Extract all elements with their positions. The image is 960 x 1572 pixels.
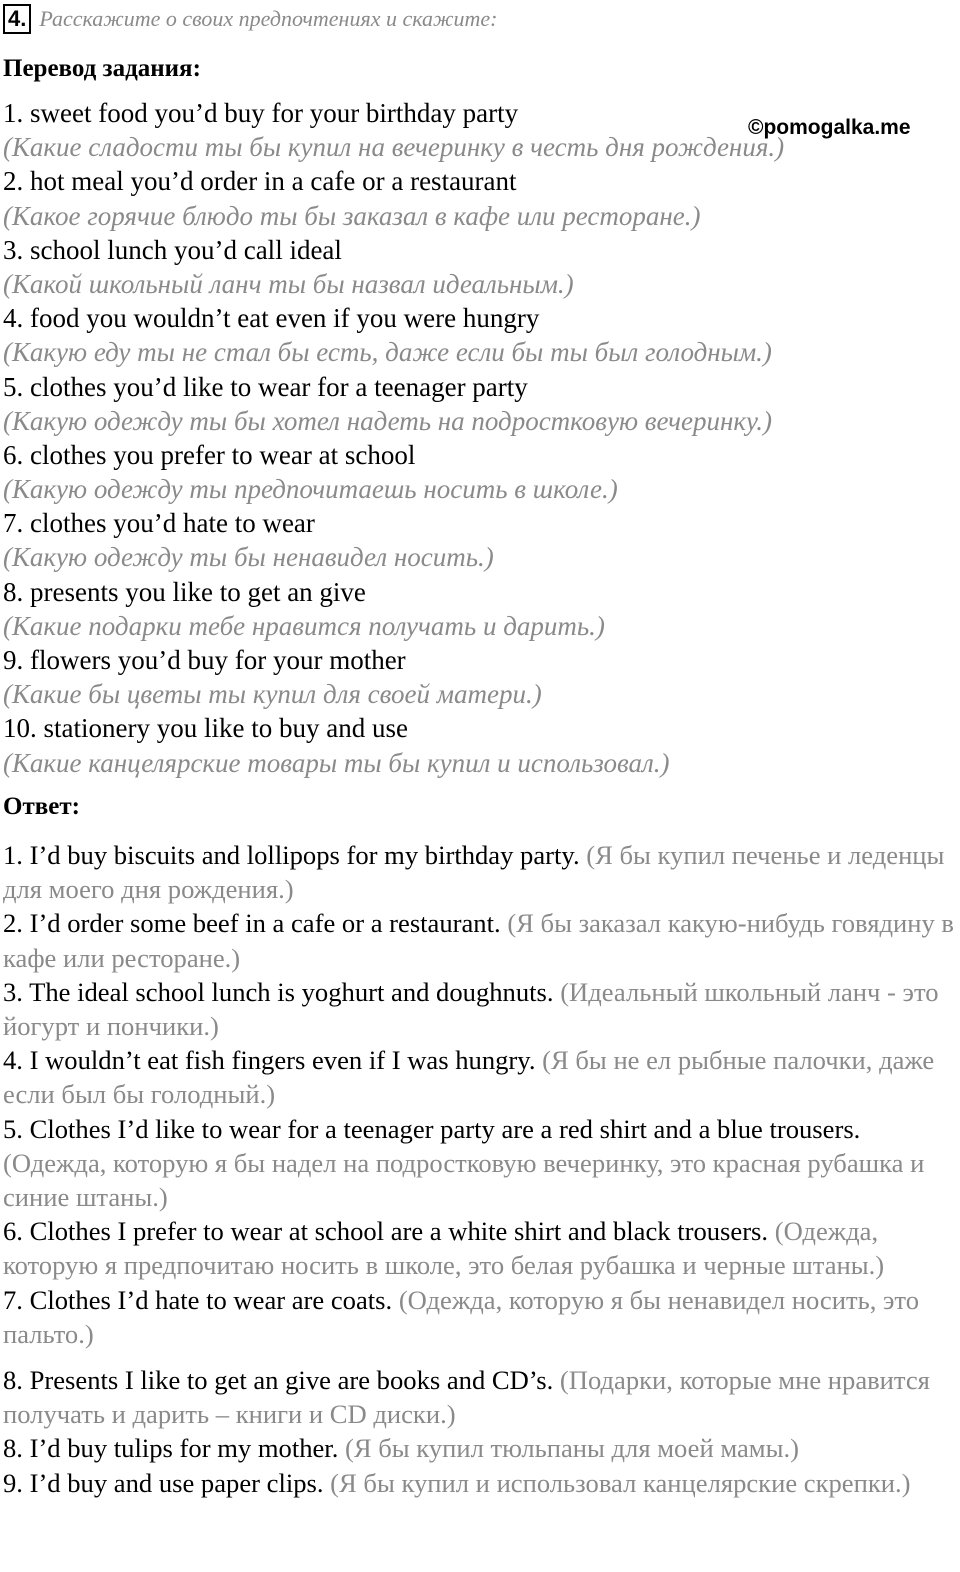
- answer-item-10: [3, 1466, 958, 1500]
- task-list: [3, 96, 953, 780]
- answer-translation: (Я бы купил печенье и леденцы для моего дня рождения.): [3, 840, 945, 905]
- task-item-3: 3. school lunch you’d call ideal: [3, 234, 342, 265]
- task-item-4: 4. food you wouldn’t eat even if you were hungry: [3, 303, 540, 334]
- answer-item-3: [3, 975, 958, 1043]
- answer-translation: (Я бы заказал какую-нибудь говядину в кафе или ресторане.): [3, 908, 954, 973]
- task-number: 4.: [3, 4, 31, 34]
- answer-text: 8. I’d buy tulips for my mother.: [3, 1433, 339, 1464]
- answer-heading: Ответ:: [3, 793, 80, 820]
- answer-item-4: [3, 1043, 958, 1111]
- answer-translation: (Одежда, которую я предпочитаю носить в школе, это белая рубашка и черные штаны.): [3, 1216, 885, 1281]
- task-item-8: 8. presents you like to get an give: [3, 576, 366, 607]
- task-translation-1: (Какие сладости ты бы купил на вечеринку в честь дня рождения.): [3, 132, 785, 163]
- answer-text: 3. The ideal school lunch is yoghurt and doughnuts.: [3, 976, 554, 1007]
- task-item-7: 7. clothes you’d hate to wear: [3, 508, 315, 539]
- answer-translation: (Я бы не ел рыбные палочки, даже если был бы голодный.): [3, 1045, 935, 1110]
- task-translation-9: (Какие бы цветы ты купил для своей матери.): [3, 679, 542, 710]
- answer-translation: (Я бы купил тюльпаны для моей мамы.): [345, 1433, 799, 1464]
- answer-translation: (Подарки, которые мне нравится получать и дарить – книги и CD диски.): [3, 1365, 930, 1430]
- translation-heading: Перевод задания:: [3, 55, 201, 82]
- answer-item-6: [3, 1214, 958, 1282]
- answer-text: 7. Clothes I’d hate to wear are coats.: [3, 1284, 393, 1315]
- answer-text: 8. Presents I like to get an give are books and CD’s.: [3, 1365, 554, 1396]
- task-item-5: 5. clothes you’d like to wear for a teenager party: [3, 371, 528, 402]
- task-translation-3: (Какой школьный ланч ты бы назвал идеальным.): [3, 268, 574, 299]
- answer-item-2: [3, 906, 958, 974]
- task-translation-2: (Какое горячие блюдо ты бы заказал в кафе или ресторане.): [3, 200, 701, 231]
- task-item-9: 9. flowers you’d buy for your mother: [3, 645, 406, 675]
- answer-translation: (Я бы купил и использовал канцелярские скрепки.): [330, 1467, 911, 1498]
- answer-item-5: [3, 1112, 958, 1215]
- task-item-1: 1. sweet food you’d buy for your birthday party: [3, 98, 519, 128]
- answer-text: 6. Clothes I prefer to wear at school are a white shirt and black trousers.: [3, 1216, 769, 1247]
- task-instruction: Расскажите о своих предпочтениях и скажите:: [39, 6, 498, 31]
- answer-list: [3, 838, 958, 1500]
- answer-item-7: [3, 1283, 958, 1351]
- task-translation-8: (Какие подарки тебе нравится получать и дарить.): [3, 610, 605, 641]
- answer-translation: (Одежда, которую я бы надел на подростковую вечеринку, это красная рубашка и синие штаны.): [3, 1147, 925, 1213]
- task-header: [3, 4, 497, 34]
- task-item-6: 6. clothes you prefer to wear at school: [3, 439, 416, 470]
- watermark: ©pomogalka.me: [748, 116, 911, 139]
- answer-text: 4. I wouldn’t eat fish fingers even if I was hungry.: [3, 1045, 536, 1076]
- task-item-2: 2. hot meal you’d order in a cafe or a restaurant: [3, 166, 517, 197]
- task-translation-4: (Какую еду ты не стал бы есть, даже если бы ты был голодным.): [3, 337, 772, 368]
- task-translation-7: (Какую одежду ты бы ненавидел носить.): [3, 542, 494, 573]
- task-item-10: 10. stationery you like to buy and use: [3, 713, 408, 744]
- answer-item-1: [3, 838, 958, 906]
- answer-item-8: [3, 1363, 958, 1431]
- task-translation-10: (Какие канцелярские товары ты бы купил и использовал.): [3, 747, 670, 778]
- answer-text: 1. I’d buy biscuits and lollipops for my birthday party.: [3, 840, 580, 870]
- answer-text: 2. I’d order some beef in a cafe or a restaurant.: [3, 908, 501, 939]
- task-translation-5: (Какую одежду ты бы хотел надеть на подростковую вечеринку.): [3, 405, 773, 436]
- answer-text: 5. Clothes I’d like to wear for a teenager party are a red shirt and a blue trousers.: [3, 1113, 861, 1144]
- task-translation-6: (Какую одежду ты предпочитаешь носить в школе.): [3, 474, 618, 505]
- answer-translation: (Одежда, которую я бы ненавидел носить, это пальто.): [3, 1284, 920, 1349]
- answer-item-9: [3, 1431, 958, 1465]
- answer-translation: (Идеальный школьный ланч - это йогурт и пончики.): [3, 976, 939, 1042]
- answer-text: 9. I’d buy and use paper clips.: [3, 1467, 324, 1498]
